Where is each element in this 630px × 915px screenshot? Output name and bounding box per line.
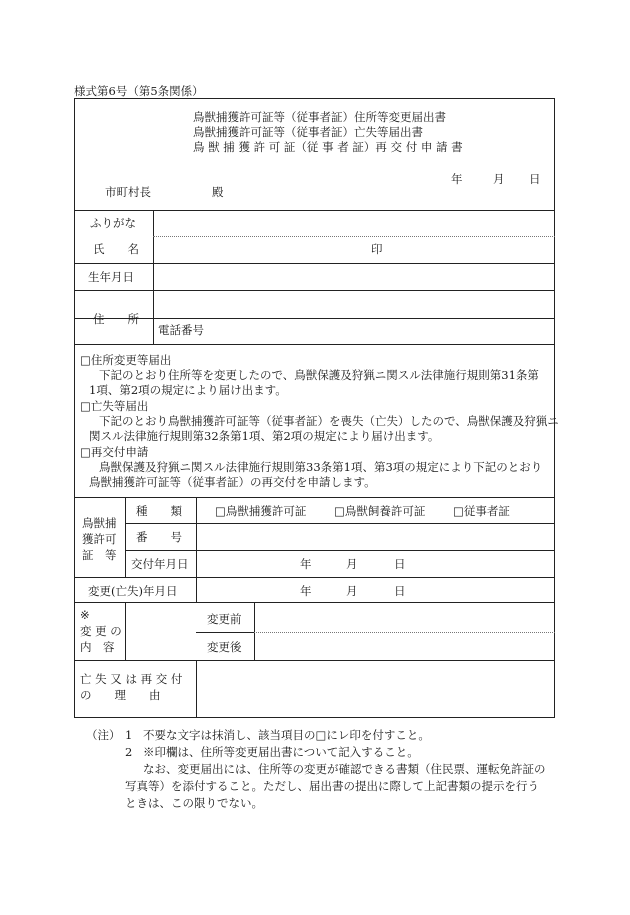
notice-change-title: □住所変更等届出 <box>80 353 172 367</box>
dotted-divider <box>254 632 555 633</box>
notice-change-text: 1項、第2項の規定により届け出ます。 <box>89 383 287 397</box>
notice-loss-text: 下記のとおり鳥獣捕獲許可証等（従事者証）を喪失（亡失）したので、鳥獣保護及狩猟ニ <box>99 414 559 428</box>
divider <box>74 344 555 345</box>
notice-reissue-title: □再交付申請 <box>80 445 149 459</box>
divider <box>74 318 555 319</box>
date-day: 日 <box>529 172 541 186</box>
birthdate-label: 生年月日 <box>88 270 134 284</box>
change-year: 年 <box>300 584 312 598</box>
divider <box>125 523 555 524</box>
dotted-divider <box>153 236 555 237</box>
form-number: 様式第6号（第5条関係） <box>74 84 204 98</box>
divider <box>74 263 555 264</box>
before-change-label: 変更前 <box>207 612 242 626</box>
reason-label: 亡 失 又 は 再 交 付 <box>80 672 183 686</box>
notice-loss-title: □亡失等届出 <box>80 399 149 413</box>
type-label: 種 類 <box>136 504 182 518</box>
permit-group-label: 鳥獣捕 <box>82 516 117 530</box>
divider <box>153 290 154 344</box>
date-month: 月 <box>493 172 505 186</box>
checkbox-worker-certificate[interactable]: □従事者証 <box>453 504 510 518</box>
divider <box>74 660 555 661</box>
note-number: 1 <box>125 728 133 742</box>
divider <box>196 660 197 718</box>
issue-date-label: 交付年月日 <box>131 557 189 571</box>
addressee-honorific: 殿 <box>212 185 224 199</box>
title-change: 鳥獣捕獲許可証等（従事者証）住所等変更届出書 <box>193 110 446 124</box>
change-day: 日 <box>394 584 406 598</box>
notice-loss-text: 関スル法律施行規則第32条第1項、第2項の規定により届け出ます。 <box>89 429 440 443</box>
note-text: ときは、この限りでない。 <box>125 796 263 810</box>
addressee-name: 市町村長 <box>105 185 151 199</box>
seal-mark: 印 <box>371 242 383 256</box>
title-loss: 鳥獣捕獲許可証等（従事者証）亡失等届出書 <box>193 125 423 139</box>
divider <box>74 497 555 498</box>
furigana-label: ふりがな <box>90 216 136 230</box>
divider <box>196 632 254 633</box>
change-content-label: 内 容 <box>80 640 115 654</box>
change-content-label: 変 更 の <box>80 624 122 638</box>
title-reissue: 鳥 獣 捕 獲 許 可 証（従 事 者 証）再 交 付 申 請 書 <box>193 140 463 154</box>
notice-change-text: 下記のとおり住所等を変更したので、鳥獣保護及狩猟ニ関スル法律施行規則第31条第 <box>99 368 539 382</box>
divider <box>254 602 255 660</box>
divider <box>125 497 126 577</box>
note-text: 写真等）を添付すること。ただし、届出書の提出に際して上記書類の提示を行う <box>125 779 539 793</box>
date-year: 年 <box>451 172 463 186</box>
checkbox-breeding-permit[interactable]: □鳥獣飼養許可証 <box>334 504 426 518</box>
issue-day: 日 <box>394 557 406 571</box>
notice-reissue-text: 鳥獣保護及狩猟ニ関スル法律施行規則第33条第1項、第3項の規定により下記のとおり <box>99 460 543 474</box>
reason-label: の 理 由 <box>80 688 161 702</box>
name-label: 氏 名 <box>93 242 139 256</box>
issue-year: 年 <box>300 557 312 571</box>
asterisk-mark: ※ <box>80 608 90 622</box>
note-text: ※印欄は、住所等変更届出書について記入すること。 <box>143 745 419 759</box>
permit-group-label: 獲許可 <box>82 532 117 546</box>
notes-head: （注） <box>86 728 121 742</box>
issue-month: 月 <box>346 557 358 571</box>
divider <box>74 602 555 603</box>
change-month: 月 <box>346 584 358 598</box>
note-text: なお、変更届出には、住所等の変更が確認できる書類（住民票、運転免許証の <box>143 762 546 776</box>
permit-group-label: 証 等 <box>82 548 117 562</box>
divider <box>125 602 126 660</box>
after-change-label: 変更後 <box>207 640 242 654</box>
note-text: 不要な文字は抹消し、該当項目の□にレ印を付すこと。 <box>143 728 430 742</box>
notice-reissue-text: 鳥獣捕獲許可証等（従事者証）の再交付を申請します。 <box>89 475 376 489</box>
divider <box>74 577 555 578</box>
address-label: 住 所 <box>93 312 139 326</box>
divider <box>125 550 555 551</box>
divider <box>74 290 555 291</box>
note-number: 2 <box>125 745 133 759</box>
change-date-label: 変更(亡失)年月日 <box>88 584 178 598</box>
checkbox-hunting-permit[interactable]: □鳥獣捕獲許可証 <box>215 504 307 518</box>
phone-label: 電話番号 <box>158 323 204 337</box>
number-label: 番 号 <box>136 530 182 544</box>
divider <box>74 210 555 211</box>
